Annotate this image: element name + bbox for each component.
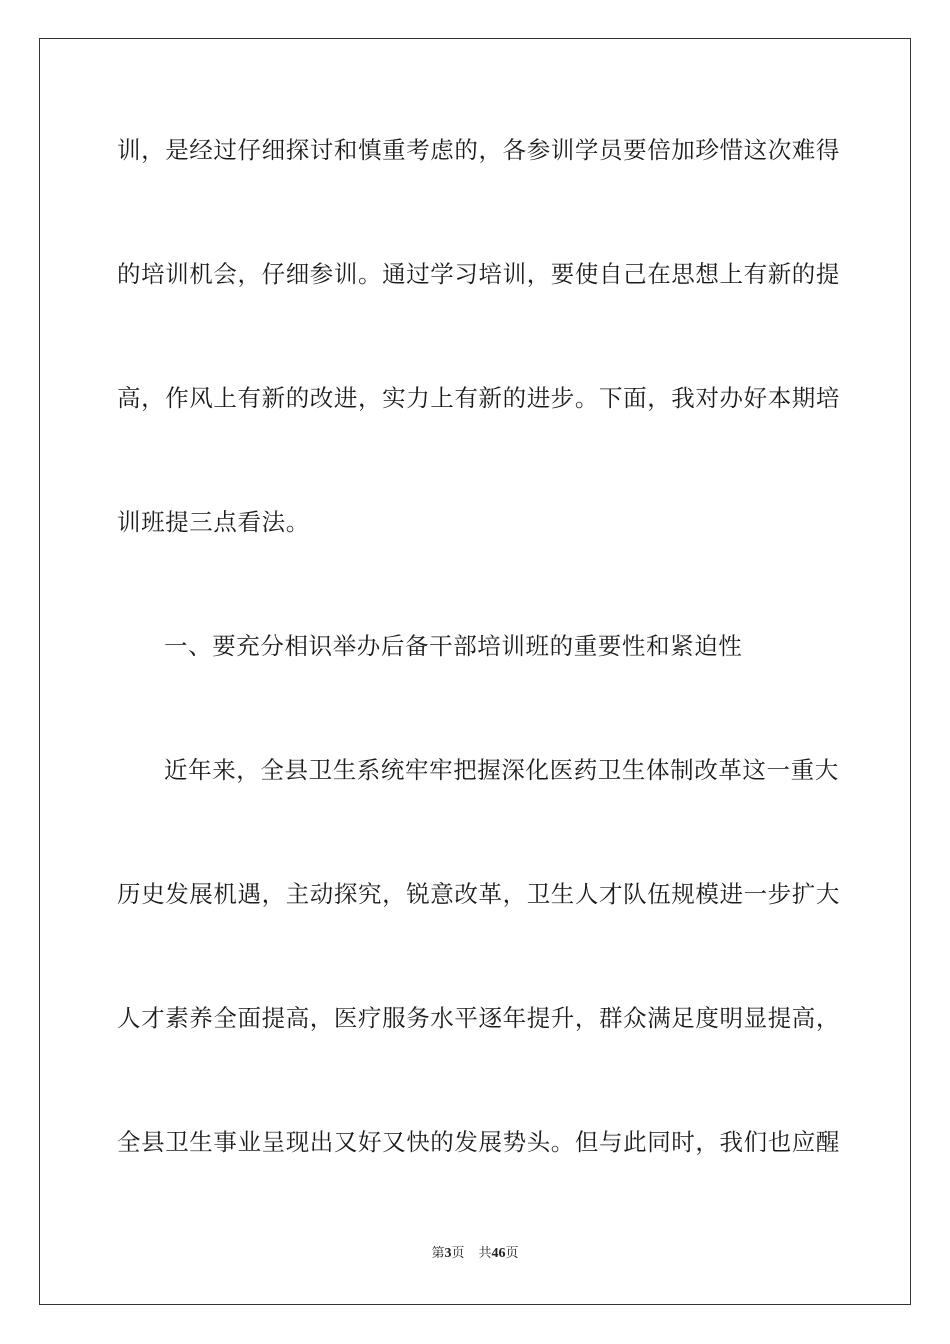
- body-text-line: 训班提三点看法。: [117, 508, 310, 536]
- body-text-line: 训，是经过仔细探讨和慎重考虑的，各参训学员要倍加珍惜这次难得: [117, 136, 840, 164]
- body-text-line: 人才素养全面提高，医疗服务水平逐年提升，群众满足度明显提高，: [117, 1004, 840, 1032]
- body-text-line: 的培训机会，仔细参训。通过学习培训，要使自己在思想上有新的提: [117, 260, 840, 288]
- body-text-line: 全县卫生事业呈现出又好又快的发展势头。但与此同时，我们也应醒: [117, 1128, 840, 1156]
- total-prefix: 共: [478, 1246, 492, 1261]
- page-footer: [0, 1245, 950, 1263]
- page-border: [39, 38, 911, 1305]
- body-text-line: 历史发展机遇，主动探究，锐意改革，卫生人才队伍规模进一步扩大: [117, 880, 840, 908]
- body-text-line: 高，作风上有新的改进，实力上有新的进步。下面，我对办好本期培: [117, 384, 840, 412]
- page-number: 3: [444, 1246, 452, 1261]
- section-heading: 一、要充分相识举办后备干部培训班的重要性和紧迫性: [164, 632, 743, 660]
- page-suffix: 页: [451, 1246, 465, 1261]
- page-prefix: 第: [431, 1246, 445, 1261]
- total-pages: 46: [491, 1246, 506, 1261]
- body-text-line: 近年来，全县卫生系统牢牢把握深化医药卫生体制改革这一重大: [164, 756, 839, 784]
- total-suffix: 页: [505, 1246, 519, 1261]
